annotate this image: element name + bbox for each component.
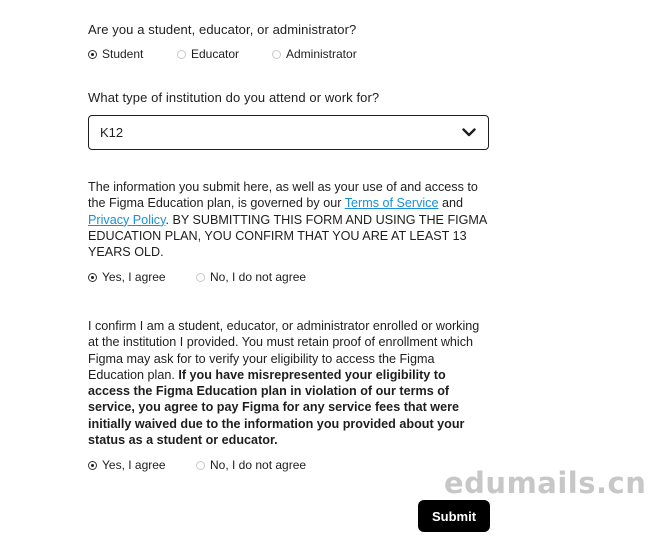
radio-checked-icon[interactable] [88, 50, 97, 59]
institution-select[interactable] [88, 115, 489, 150]
chevron-down-icon [462, 128, 476, 137]
terms-text: The information you submit here, as well as your use of and access to the Figma Education plan, is governed by our [88, 180, 478, 211]
terms-text: . BY SUBMITTING THIS FORM AND USING THE FIGMA EDUCATION PLAN, YOU CONFIRM THAT YOU ARE AT LEAST 13 YEARS OLD. [88, 212, 487, 260]
radio-unchecked-icon[interactable] [196, 461, 205, 470]
confirm-paragraph [88, 318, 488, 448]
role-option-label: Student [102, 47, 144, 61]
radio-unchecked-icon[interactable] [177, 50, 186, 59]
institution-selected-value: K12 [100, 125, 124, 140]
terms-option-label: Yes, I agree [102, 270, 166, 284]
submit-button[interactable]: Submit [418, 500, 490, 532]
terms-option-disagree[interactable] [196, 270, 306, 284]
role-radio-group [88, 47, 357, 61]
confirm-bold-text: If you have misrepresented your eligibility to access the Figma Education plan in violation of our terms of service, you agree to pay Figma for any service fees that were initially waived due to the information you provided about your status as a student or educator. [88, 367, 465, 448]
privacy-policy-link[interactable]: Privacy Policy [88, 212, 166, 227]
terms-of-service-link[interactable]: Terms of Service [344, 196, 439, 211]
role-option-label: Administrator [286, 47, 357, 61]
terms-paragraph [88, 179, 488, 260]
terms-option-agree[interactable] [88, 270, 196, 284]
role-question-label: Are you a student, educator, or administrator? [88, 22, 357, 37]
confirm-option-label: Yes, I agree [102, 458, 166, 472]
radio-checked-icon[interactable] [88, 461, 97, 470]
confirm-radio-group [88, 458, 306, 472]
institution-question-label: What type of institution do you attend or work for? [88, 90, 380, 105]
confirm-text: I confirm I am a student, educator, or administrator enrolled or working at the institution I provided. You must retain proof of enrollment which Figma may ask for to verify your eligibility to access the Figma Education plan. [88, 319, 480, 382]
radio-unchecked-icon[interactable] [196, 273, 205, 282]
radio-checked-icon[interactable] [88, 273, 97, 282]
radio-unchecked-icon[interactable] [272, 50, 281, 59]
role-option-administrator[interactable] [272, 47, 357, 61]
terms-radio-group [88, 270, 306, 284]
confirm-option-agree[interactable] [88, 458, 196, 472]
confirm-option-disagree[interactable] [196, 458, 306, 472]
role-option-student[interactable] [88, 47, 177, 61]
terms-text: and [438, 196, 463, 211]
confirm-option-label: No, I do not agree [210, 458, 307, 472]
role-option-label: Educator [191, 47, 240, 61]
terms-option-label: No, I do not agree [210, 270, 307, 284]
watermark-text: edumails.cn [444, 466, 647, 500]
role-option-educator[interactable] [177, 47, 272, 61]
